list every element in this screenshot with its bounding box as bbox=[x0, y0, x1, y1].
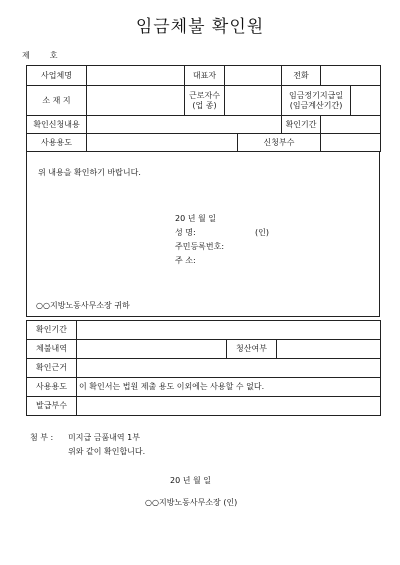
application-table bbox=[26, 65, 381, 152]
business-name-field[interactable] bbox=[87, 66, 185, 86]
content-field[interactable] bbox=[87, 116, 282, 134]
issue-copies-label: 발급부수 bbox=[27, 397, 77, 416]
request-date: 20 년 월 일 bbox=[175, 214, 216, 223]
confirm-usage-text: 이 확인서는 법원 제출 용도 이외에는 사용할 수 없다. bbox=[77, 378, 381, 397]
basis-label: 확인근거 bbox=[27, 359, 77, 378]
issuing-office: ○○지방노동사무소장 (인) bbox=[145, 498, 238, 507]
request-statement: 위 내용을 확인하기 바랍니다. bbox=[38, 168, 141, 177]
confirm-period-label: 확인기간 bbox=[27, 321, 77, 340]
payday-label-line2: (임금계산기간) bbox=[289, 100, 343, 110]
copies-label: 신청부수 bbox=[238, 134, 321, 152]
confirm-usage-label: 사용용도 bbox=[27, 378, 77, 397]
phone-field[interactable] bbox=[321, 66, 381, 86]
address-label: 소 재 지 bbox=[27, 86, 87, 116]
request-name-label: 성 명: bbox=[175, 228, 196, 237]
doc-number-label-1: 제 bbox=[22, 51, 30, 60]
workers-label-line2: (업 종) bbox=[192, 100, 217, 110]
representative-label: 대표자 bbox=[185, 66, 225, 86]
attachment-text: 미지급 금품내역 1부 bbox=[68, 433, 140, 442]
request-box bbox=[26, 151, 380, 317]
request-address-label: 주 소: bbox=[175, 256, 196, 265]
address-field[interactable] bbox=[87, 86, 185, 116]
unpaid-field[interactable] bbox=[77, 340, 227, 359]
workers-field[interactable] bbox=[225, 86, 282, 116]
confirmation-table bbox=[26, 320, 381, 416]
confirm-period-field[interactable] bbox=[77, 321, 381, 340]
document-title: 임금체불 확인원 bbox=[135, 17, 265, 37]
payday-field[interactable] bbox=[351, 86, 381, 116]
request-seal: (인) bbox=[255, 228, 269, 237]
workers-label bbox=[185, 86, 225, 116]
phone-label: 전화 bbox=[282, 66, 321, 86]
payday-label bbox=[282, 86, 351, 116]
workers-label-line1: 근로자수 bbox=[189, 90, 220, 100]
content-label: 확인신청내용 bbox=[27, 116, 87, 134]
period-label: 확인기간 bbox=[282, 116, 321, 134]
request-addressee: ○○지방노동사무소장 귀하 bbox=[36, 301, 130, 310]
doc-number-label-2: 호 bbox=[49, 51, 58, 60]
request-rrn-label: 주민등록번호: bbox=[175, 242, 225, 251]
confirm-statement: 위와 같이 확인합니다. bbox=[68, 447, 146, 456]
payday-label-line1: 임금정기지급일 bbox=[288, 90, 344, 100]
usage-field[interactable] bbox=[87, 134, 238, 152]
period-field[interactable] bbox=[321, 116, 381, 134]
basis-field[interactable] bbox=[77, 359, 381, 378]
representative-field[interactable] bbox=[225, 66, 282, 86]
attachment-label: 첨 부 : bbox=[30, 433, 54, 442]
footer-date: 20 년 월 일 bbox=[170, 476, 211, 485]
unpaid-label: 체불내역 bbox=[27, 340, 77, 359]
copies-field[interactable] bbox=[321, 134, 381, 152]
settled-label: 청산여부 bbox=[227, 340, 277, 359]
business-name-label: 사업체명 bbox=[27, 66, 87, 86]
issue-copies-field[interactable] bbox=[77, 397, 381, 416]
settled-field[interactable] bbox=[277, 340, 381, 359]
usage-label: 사용용도 bbox=[27, 134, 87, 152]
document-number bbox=[22, 50, 77, 61]
